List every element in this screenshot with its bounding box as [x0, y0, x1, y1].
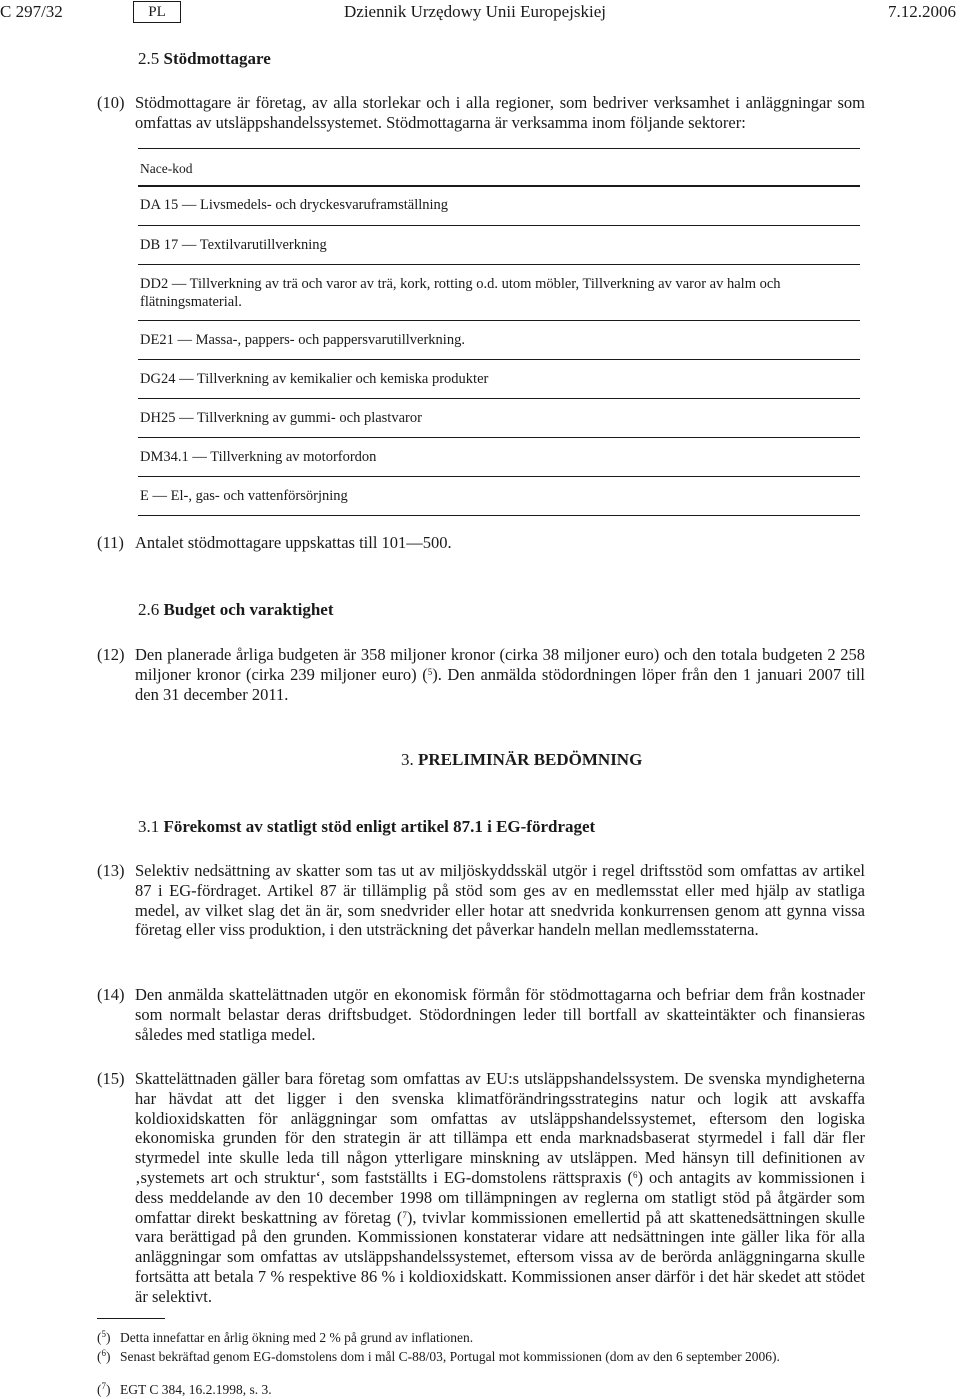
section-number: 2.6 — [138, 600, 160, 619]
table-row: E — El-, gas- och vattenförsörjning — [140, 488, 348, 504]
table-row: DH25 — Tillverkning av gummi- och plastvaror — [140, 410, 422, 426]
journal-reference: C 297/32 — [0, 2, 63, 21]
page-header — [0, 1, 960, 25]
nace-code-table — [138, 148, 860, 516]
paragraph-number: (14) — [97, 985, 125, 1004]
paragraph-text: Den anmälda skattelättnaden utgör en ekonomisk förmån för stödmottagarna och befriar dem från kostnader som normalt belastar deras driftsbudget. Stödordningen leder till bortfall av skatteintäkter och finansieras således med statliga medel. — [135, 985, 865, 1044]
paragraph-text: Stödmottagare är företag, av alla storlekar och i alla regioner, som bedriver verksamhet i anläggningar som omfattas av utsläppshandelssystemet. Stödmottagarna är verksamma inom följande sektorer: — [135, 93, 865, 132]
footnote-mark: ($^6$) — [97, 1348, 111, 1364]
footnote-number: 5 — [101, 1329, 106, 1339]
paragraph-text — [135, 1069, 865, 1307]
chapter-heading-3 — [401, 750, 642, 770]
table-row: DE21 — Massa-, pappers- och pappersvarutillverkning. — [140, 332, 465, 348]
text-run: ) och antagits av kommissionen i dess meddelande av den 10 december 1998 om tillämpningen av reglerna om statligt stöd på åtgärder som omfattar direkt beskattning av företag ( — [135, 1167, 865, 1227]
footnote-text: Detta innefattar en årlig ökning med 2 % på grund av inflationen. — [120, 1330, 474, 1345]
section-number: 3. — [401, 750, 414, 769]
paragraph-number: (10) — [97, 93, 125, 112]
table-row: DM34.1 — Tillverkning av motorfordon — [140, 449, 377, 465]
table-row: DG24 — Tillverkning av kemikalier och kemiska produkter — [140, 371, 489, 387]
text-run: Den planerade årliga budgeten är 358 miljoner kronor (cirka 38 miljoner euro) och den totala budgeten 2 258 miljoner kronor (cirka 239 miljoner euro) ( — [135, 645, 865, 684]
section-heading-2-5 — [138, 49, 271, 69]
section-heading-3-1 — [138, 817, 595, 837]
paragraph-number: (13) — [97, 861, 125, 880]
text-run: Skattelättnaden gäller bara företag som omfattas av EU:s utsläppshandelssystem. De svenska myndigheterna har hävdat att det ligger i den svenska klimatförändringsstrategins natur och logik att avskaffa koldioxidskatten för anläggningar som omfattas av utsläppshandelssystemet, eftersom den logiska ekonomiska grunden för den strategin är att tillämpa ett enda marknadsbaserat styrmedel i fall där fler styrmedel inte skulle leda till någon ytterligare minskning av utsläppen. Med hänsyn till definitionen av ‚systemets art och struktur‘, som fastställts i EG-domstolens rättspraxis ( — [135, 1069, 865, 1187]
table-header: Nace-kod — [140, 161, 193, 176]
section-title: Förekomst av statligt stöd enligt artikel 87.1 i EG-fördraget — [163, 817, 596, 836]
footnote-ref[interactable]: 6 — [632, 1169, 638, 1180]
paragraph-11 — [97, 533, 865, 553]
footnote-text: Senast bekräftad genom EG-domstolens dom i mål C-88/03, Portugal mot kommissionen (dom av den 6 september 2006). — [120, 1349, 780, 1364]
table-row: DD2 — Tillverkning av trä och varor av trä, kork, rotting o.d. utom möbler, Tillverkning av varor av halm och flätningsmaterial. — [140, 276, 781, 310]
table-row: DA 15 — Livsmedels- och dryckesvaruframställning — [140, 197, 449, 213]
section-title: PRELIMINÄR BEDÖMNING — [418, 750, 643, 769]
footnote — [97, 1348, 865, 1365]
paragraph-text — [135, 645, 865, 704]
paragraph-number: (12) — [97, 645, 125, 664]
journal-title: Dziennik Urzędowy Unii Europejskiej — [344, 2, 607, 21]
paragraph-12 — [97, 645, 865, 704]
paragraph-text: Selektiv nedsättning av skatter som tas ut av miljöskyddsskäl utgör i regel driftsstöd som omfattas av artikel 87 i EG-fördraget. Artikel 87 är tillämplig på stöd som ges av en medlemsstat eller med hjälp av statliga medel, av vilket slag det än är, som snedvrider eller hotar att snedvrida konkurrensen genom att gynna vissa företag eller viss produktion, i den utsträckning det påverkar handeln mellan medlemsstaterna. — [135, 861, 865, 940]
section-title: Budget och varaktighet — [163, 600, 334, 619]
footnote-separator — [97, 1318, 165, 1319]
footnote — [97, 1381, 865, 1398]
paragraph-14 — [97, 985, 865, 1044]
paragraph-10 — [97, 93, 865, 133]
table-row: DB 17 — Textilvarutillverkning — [140, 237, 327, 253]
footnote-ref[interactable]: 5 — [427, 666, 433, 677]
text-run: ), tvivlar kommissionen emellertid på att skattenedsättningen skulle vara berättigad på den grunden. Kommissionen konstaterar vidare att nedsättningen inte gäller lika för alla anläggningar som omfattas av utsläppshandelssystemet, eftersom vissa av de berörda anläggningarna skulle fortsätta att betala 7 % respektive 86 % i koldioxidskatt. Kommissionen anser därför i det här skedet att stödet är selektivt. — [135, 1207, 865, 1306]
section-heading-2-6 — [138, 600, 334, 620]
section-number: 2.5 — [138, 49, 160, 68]
paragraph-number: (11) — [97, 533, 124, 552]
publication-date: 7.12.2006 — [888, 2, 956, 21]
paragraph-15 — [97, 1069, 865, 1307]
paragraph-13 — [97, 861, 865, 940]
footnote-mark: ($^5$) — [97, 1329, 111, 1345]
text-run: ). Den anmälda stödordningen löper från den 1 januari 2007 till den 31 december 2011. — [135, 664, 865, 704]
footnote-number: 6 — [101, 1348, 106, 1358]
section-number: 3.1 — [138, 817, 160, 836]
paragraph-number: (15) — [97, 1069, 125, 1088]
footnote-ref[interactable]: 7 — [402, 1209, 407, 1220]
language-badge: PL — [133, 1, 181, 23]
footnote-number: 7 — [101, 1381, 106, 1391]
footnote-text: EGT C 384, 16.2.1998, s. 3. — [120, 1382, 272, 1397]
footnote-mark: ($^7$) — [97, 1381, 111, 1397]
footnote — [97, 1329, 865, 1346]
paragraph-text: Antalet stödmottagare uppskattas till 101—500. — [135, 533, 452, 552]
section-title: Stödmottagare — [163, 49, 271, 68]
table-rule — [138, 515, 860, 516]
